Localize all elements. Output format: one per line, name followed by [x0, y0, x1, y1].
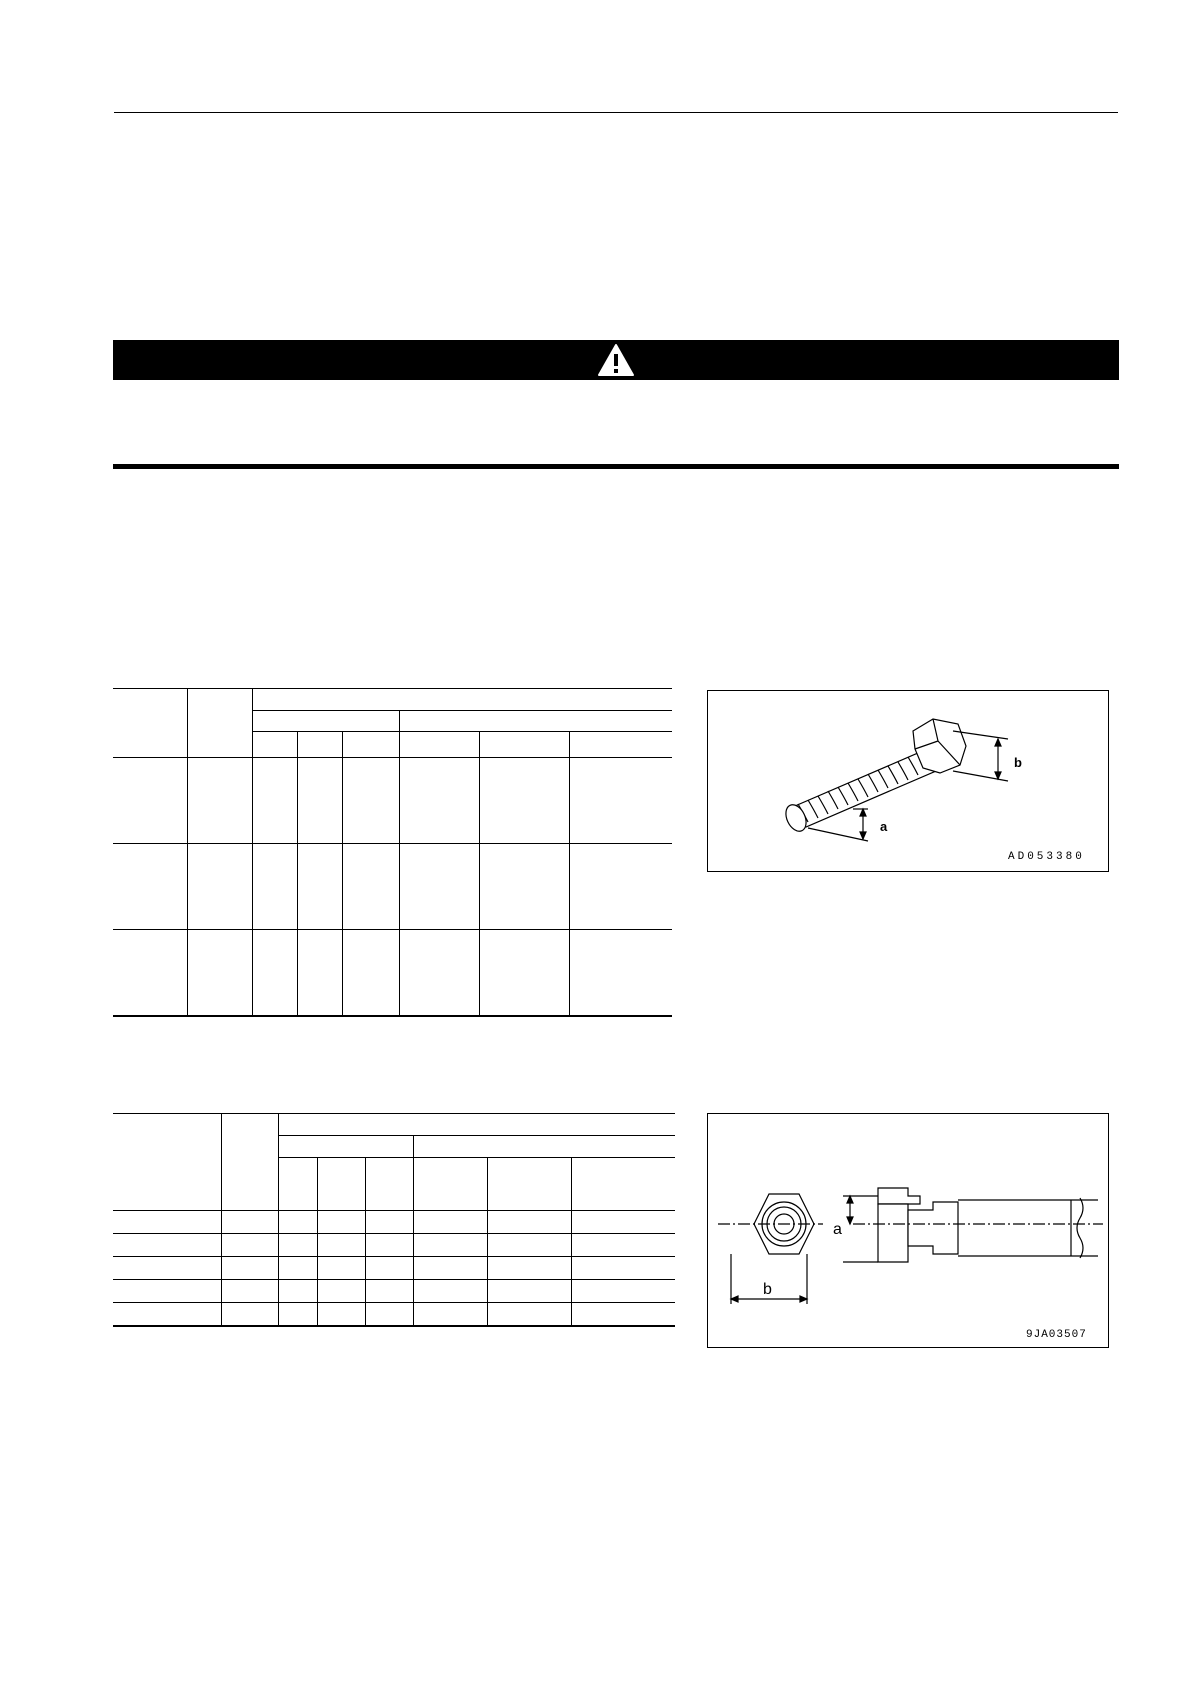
- hose-fitting-figure: [707, 1113, 1109, 1348]
- warning-section-rule: [113, 464, 1119, 469]
- header-cell: [297, 732, 342, 758]
- dimension-label-b: b: [763, 1281, 772, 1298]
- table-row: [113, 1303, 675, 1326]
- header-cell: [413, 1136, 675, 1158]
- header-cell: [278, 1158, 317, 1211]
- header-cell: [113, 1114, 221, 1211]
- header-cell: [365, 1158, 413, 1211]
- header-cell: [317, 1158, 365, 1211]
- table-row: [113, 930, 672, 1016]
- warning-banner: [113, 340, 1119, 380]
- bolt-figure: [707, 690, 1109, 872]
- header-cell: [221, 1114, 278, 1211]
- header-rule: [114, 112, 1118, 113]
- warning-triangle-icon: [596, 342, 636, 378]
- dimension-label-a: a: [880, 819, 888, 834]
- header-cell: [571, 1158, 675, 1211]
- header-cell: [413, 1158, 487, 1211]
- figure-code: 9JA03507: [1026, 1329, 1087, 1341]
- hose-fitting-drawing: [708, 1114, 1108, 1347]
- table-row: [113, 844, 672, 930]
- header-cell: [278, 1114, 675, 1136]
- table-row: [113, 1211, 675, 1234]
- header-cell: [487, 1158, 571, 1211]
- table-row: [113, 1234, 675, 1257]
- table-row: [113, 1280, 675, 1303]
- header-cell: [187, 689, 252, 758]
- bolt-drawing: [708, 691, 1108, 871]
- figure-code: AD053380: [1008, 851, 1085, 863]
- dimension-label-b: b: [1014, 755, 1022, 770]
- header-cell: [252, 732, 297, 758]
- header-cell: [252, 711, 399, 732]
- header-cell: [479, 732, 569, 758]
- header-cell: [252, 689, 672, 711]
- header-cell: [569, 732, 672, 758]
- table-row: [113, 758, 672, 844]
- header-cell: [342, 732, 399, 758]
- header-cell: [278, 1136, 413, 1158]
- table-row: [113, 1257, 675, 1280]
- header-cell: [399, 732, 479, 758]
- header-cell: [113, 689, 187, 758]
- bolt-torque-table: [113, 688, 672, 1017]
- dimension-label-a: a: [833, 1221, 842, 1238]
- header-cell: [399, 711, 672, 732]
- hose-torque-table: [113, 1113, 675, 1327]
